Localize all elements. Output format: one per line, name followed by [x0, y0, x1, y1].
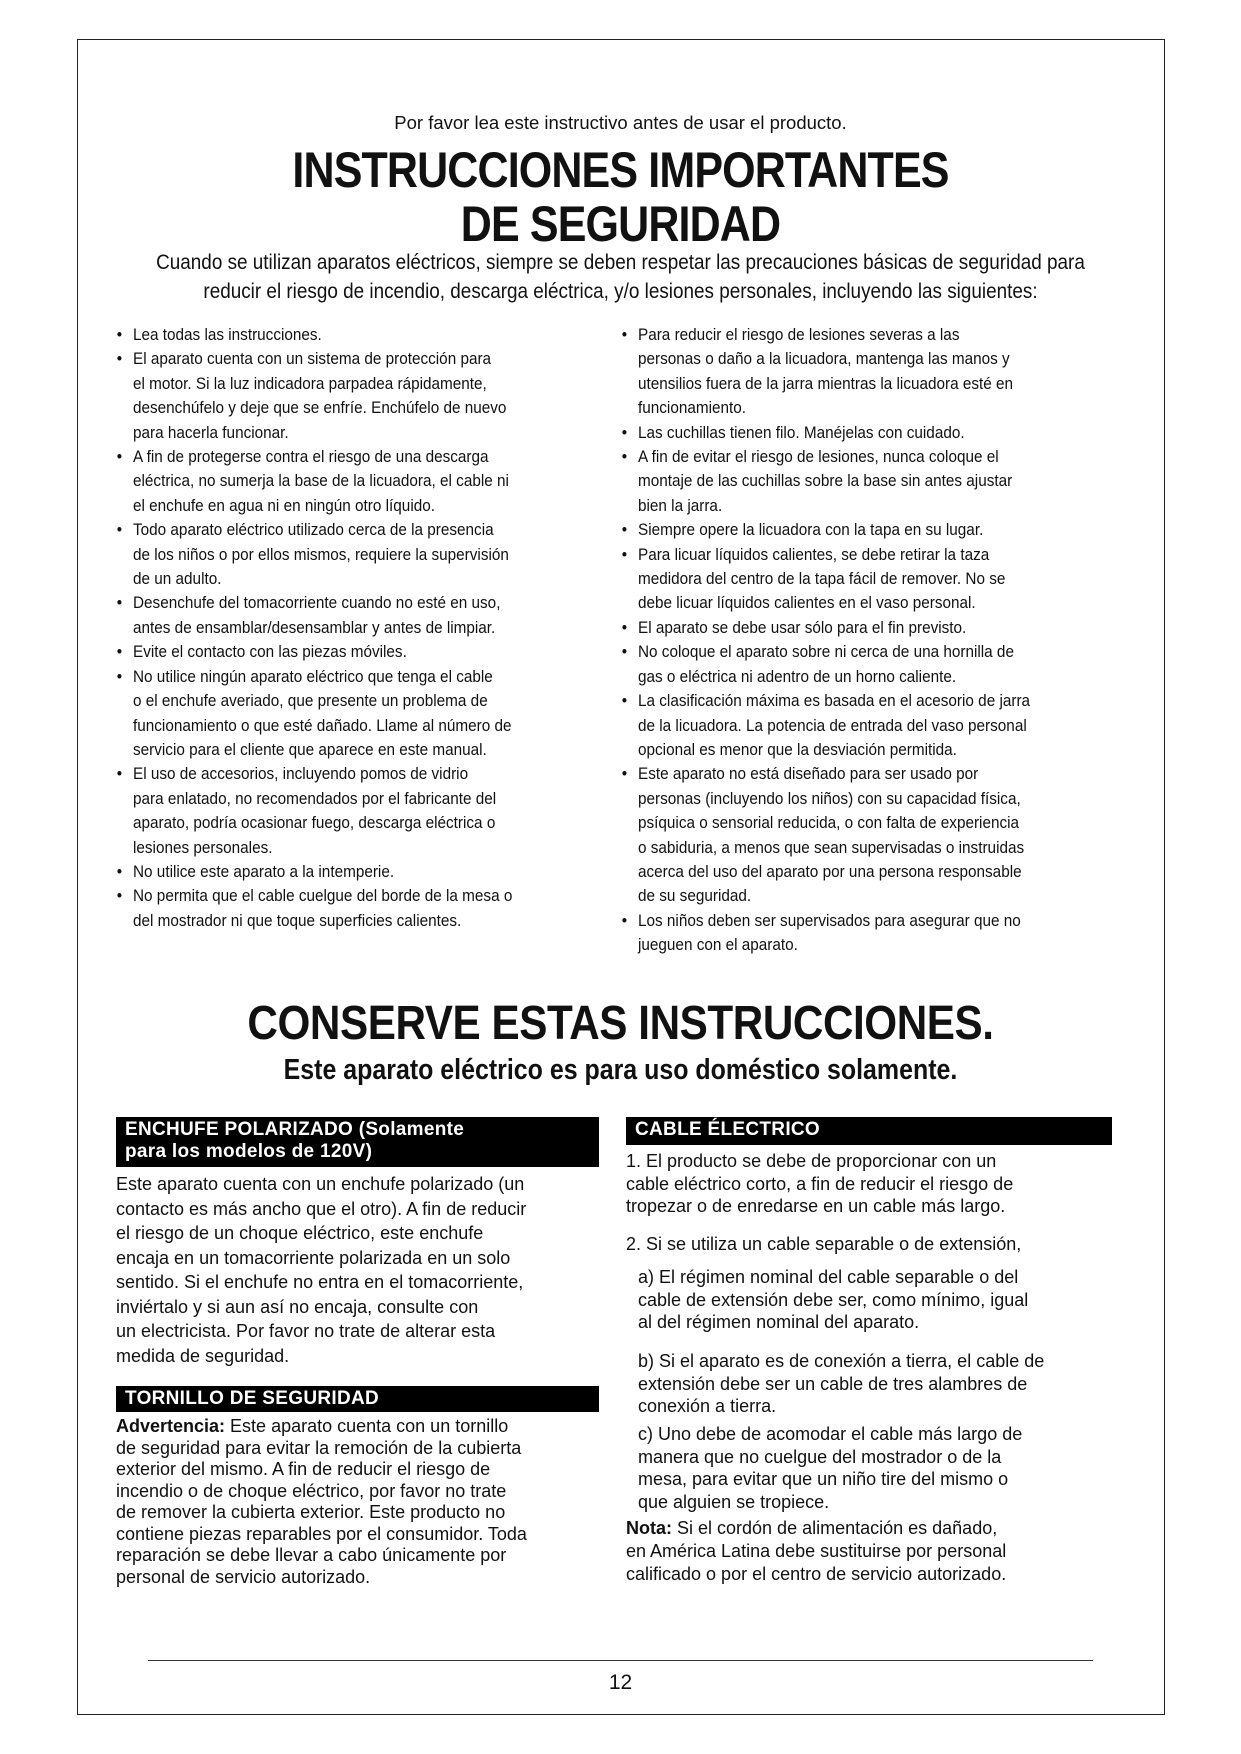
- cord-item-1: 1. El producto se debe de proporcionar con un cable eléctrico corto, a fin de reducir el riesgo de tropezar o de enredarse en un cable más largo.: [626, 1151, 1014, 1216]
- warning-text: Este aparato cuenta con un tornillo de seguridad para evitar la remoción de la cubierta exterior del mismo. A fin de reducir el riesgo de incendio o de choque eléctrico, por favor no trate de remover la cubierta exterior. Este producto no contiene piezas reparables por el consumidor. Toda reparación se debe llevar a cabo únicamente por personal de servicio autorizado.: [116, 1416, 527, 1587]
- safety-item: • A fin de evitar el riesgo de lesiones, nunca coloque el montaje de las cuchillas sobre la base sin antes ajustar bien la jarra.: [620, 445, 1070, 518]
- safety-item: • Todo aparato eléctrico utilizado cerca de la presencia de los niños o por ellos mismos, requiere la supervisión de un adulto.: [115, 518, 563, 591]
- safety-item: • Evite el contacto con las piezas móviles.: [115, 640, 563, 664]
- safety-item: • El uso de accesorios, incluyendo pomos de vidrio para enlatado, no recomendados por el fabricante del aparato, podría ocasionar fuego, descarga eléctrica o lesiones personales.: [115, 762, 563, 860]
- title-line-2: DE SEGURIDAD: [460, 196, 781, 252]
- safety-item: • No coloque el aparato sobre ni cerca de una hornilla de gas o eléctrica ni adentro de un horno caliente.: [620, 640, 1070, 689]
- security-screw-heading: TORNILLO DE SEGURIDAD: [116, 1386, 599, 1412]
- safety-item: • El aparato se debe usar sólo para el fin previsto.: [620, 616, 1070, 640]
- polarized-heading-line-1: ENCHUFE POLARIZADO (Solamente: [125, 1119, 465, 1140]
- note-label: Nota:: [626, 1518, 672, 1538]
- right-safety-list: [620, 323, 1070, 958]
- cord-note: [626, 1517, 1126, 1586]
- intro-text: Por favor lea este instructivo antes de usar el producto.: [394, 112, 847, 133]
- left-safety-list: [115, 323, 563, 933]
- safety-item: • Los niños deben ser supervisados para asegurar que no jueguen con el aparato.: [620, 909, 1070, 958]
- safety-item: • Las cuchillas tienen filo. Manéjelas con cuidado.: [620, 421, 1070, 445]
- warning-label: Advertencia:: [116, 1416, 226, 1436]
- polarized-heading-line-2: para los modelos de 120V): [125, 1141, 373, 1162]
- safety-item: • No permita que el cable cuelgue del borde de la mesa o del mostrador ni que toque superficies calientes.: [115, 884, 563, 933]
- security-screw-body: [116, 1416, 606, 1588]
- safety-item: • A fin de protegerse contra el riesgo de una descarga eléctrica, no sumerja la base de la licuadora, el cable ni el enchufe en agua ni en ningún otro líquido.: [115, 445, 563, 518]
- save-instructions-title: CONSERVE ESTAS INSTRUCCIONES.: [247, 997, 994, 1050]
- safety-item: • No utilice este aparato a la intemperie.: [115, 860, 563, 884]
- note-text: Si el cordón de alimentación es dañado, en América Latina debe sustituirse por personal calificado o por el centro de servicio autorizado.: [626, 1518, 1007, 1584]
- footer-divider: [148, 1660, 1093, 1661]
- safety-item: • Siempre opere la licuadora con la tapa en su lugar.: [620, 518, 1070, 542]
- electric-cord-heading: CABLE ÉLECTRICO: [626, 1117, 1112, 1145]
- safety-item: • Para licuar líquidos calientes, se debe retirar la taza medidora del centro de la tapa fácil de remover. No se debe licuar líquidos calientes en el vaso personal.: [620, 543, 1070, 616]
- cord-item-c: c) Uno debe de acomodar el cable más largo de manera que no cuelgue del mostrador o de la mesa, para evitar que un niño tire del mismo o que alguien se tropiece.: [638, 1424, 1023, 1512]
- title-line-1: INSTRUCCIONES IMPORTANTES: [292, 142, 949, 198]
- lead-paragraph: Cuando se utilizan aparatos eléctricos, siempre se deben respetar las precauciones básicas de seguridad para reducir el riesgo de incendio, descarga eléctrica, y/o lesiones personales, incluyendo las siguientes:: [156, 251, 1085, 303]
- safety-item: • Desenchufe del tomacorriente cuando no esté en uso, antes de ensamblar/desensamblar y antes de limpiar.: [115, 591, 563, 640]
- polarized-plug-heading: [116, 1117, 599, 1167]
- cord-item-2: 2. Si se utiliza un cable separable o de extensión,: [626, 1234, 1022, 1254]
- cord-item-b: b) Si el aparato es de conexión a tierra, el cable de extensión debe ser un cable de tres alambres de conexión a tierra.: [638, 1351, 1045, 1416]
- household-use-subtitle: Este aparato eléctrico es para uso doméstico solamente.: [283, 1054, 958, 1086]
- safety-item: • No utilice ningún aparato eléctrico que tenga el cable o el enchufe averiado, que presente un problema de funcionamiento o que esté dañado. Llame al número de servicio para el cliente que aparece en este manual.: [115, 665, 563, 763]
- page-number: 12: [608, 1671, 633, 1694]
- safety-item: • El aparato cuenta con un sistema de protección para el motor. Si la luz indicadora parpadea rápidamente, desenchúfelo y deje que se enfríe. Enchúfelo de nuevo para hacerla funcionar.: [115, 347, 563, 445]
- safety-item: • La clasificación máxima es basada en el acesorio de jarra de la licuadora. La potencia de entrada del vaso personal opcional es menor que la desviación permitida.: [620, 689, 1070, 762]
- safety-item: • Este aparato no está diseñado para ser usado por personas (incluyendo los niños) con su capacidad física, psíquica o sensorial reducida, o con falta de experiencia o sabiduria, a menos que sean supervisadas o instruidas acerca del uso del aparato por una persona responsable de su seguridad.: [620, 762, 1070, 908]
- cord-item-a: a) El régimen nominal del cable separable o del cable de extensión debe ser, como mínimo, igual al del régimen nominal del aparato.: [638, 1267, 1029, 1332]
- polarized-plug-body: Este aparato cuenta con un enchufe polarizado (un contacto es más ancho que el otro). A fin de reducir el riesgo de un choque eléctrico, este enchufe encaja en un tomacorriente polarizada en un solo sentido. Si el enchufe no entra en el tomacorriente, inviértalo y si aun así no encaja, consulte con un electricista. Por favor no trate de alterar esta medida de seguridad.: [116, 1174, 527, 1366]
- safety-item: • Lea todas las instrucciones.: [115, 323, 563, 347]
- safety-item: • Para reducir el riesgo de lesiones severas a las personas o daño a la licuadora, mantenga las manos y utensilios fuera de la jarra mientras la licuadora esté en funcionamiento.: [620, 323, 1070, 421]
